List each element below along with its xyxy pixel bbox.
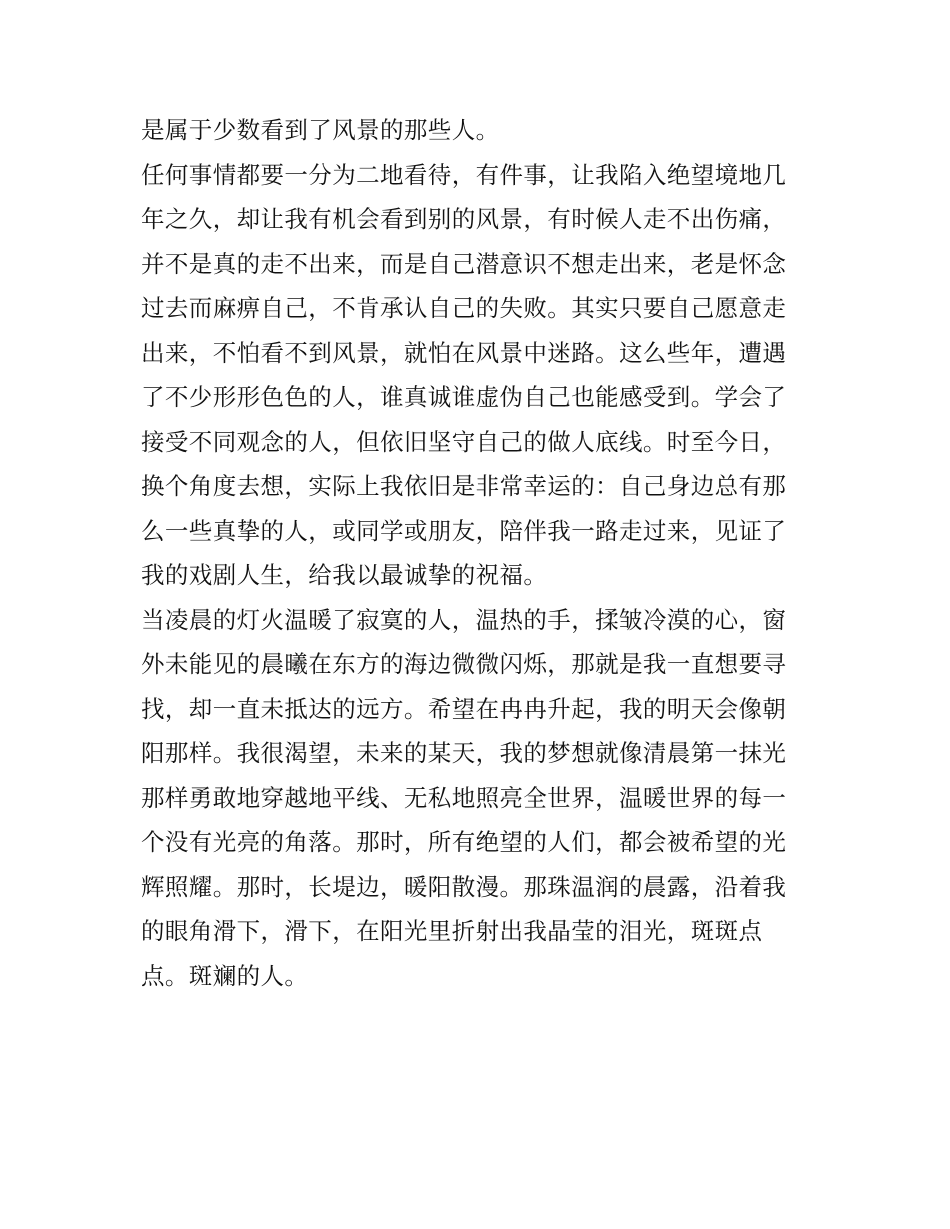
text-line: 是属于少数看到了风景的那些人。	[141, 116, 500, 144]
text-line: 外未能见的晨曦在东方的海边微微闪烁，那就是我一直想要寻	[141, 650, 787, 678]
text-line: 么一些真挚的人，或同学或朋友，陪伴我一路走过来，见证了	[141, 516, 787, 545]
text-line: 辉照耀。那时，长堤边，暖阳散漫。那珠温润的晨露，沿着我	[141, 872, 787, 901]
text-line: 的眼角滑下，滑下，在阳光里折射出我晶莹的泪光，斑斑点	[141, 917, 763, 945]
text-line: 点。斑斓的人。	[141, 961, 309, 990]
text-line: 接受不同观念的人，但依旧坚守自己的做人底线。时至今日，	[141, 427, 787, 456]
text-line: 阳那样。我很渴望，未来的某天，我的梦想就像清晨第一抹光	[141, 739, 787, 767]
text-line: 换个角度去想，实际上我依旧是非常幸运的：自己身边总有那	[141, 472, 787, 500]
text-line: 出来，不怕看不到风景，就怕在风景中迷路。这么些年，遭遇	[141, 338, 787, 367]
text-line: 并不是真的走不出来，而是自己潜意识不想走出来，老是怀念	[141, 249, 787, 278]
text-line: 我的戏剧人生，给我以最诚挚的祝福。	[141, 561, 548, 589]
text-line: 那样勇敢地穿越地平线、无私地照亮全世界，温暖世界的每一	[141, 783, 787, 812]
text-line: 当凌晨的灯火温暖了寂寞的人，温热的手，揉皱冷漠的心，窗	[141, 605, 787, 634]
text-line: 了不少形形色色的人，谁真诚谁虚伪自己也能感受到。学会了	[141, 383, 787, 411]
text-line: 任何事情都要一分为二地看待，有件事，让我陷入绝望境地几	[141, 160, 787, 189]
body-text	[141, 108, 813, 998]
text-line: 个没有光亮的角落。那时，所有绝望的人们，都会被希望的光	[141, 828, 787, 856]
text-line: 找，却一直未抵达的远方。希望在冉冉升起，我的明天会像朝	[141, 694, 787, 723]
text-line: 年之久，却让我有机会看到别的风景，有时候人走不出伤痛，	[141, 205, 787, 233]
text-line: 过去而麻痹自己，不肯承认自己的失败。其实只要自己愿意走	[141, 294, 787, 322]
